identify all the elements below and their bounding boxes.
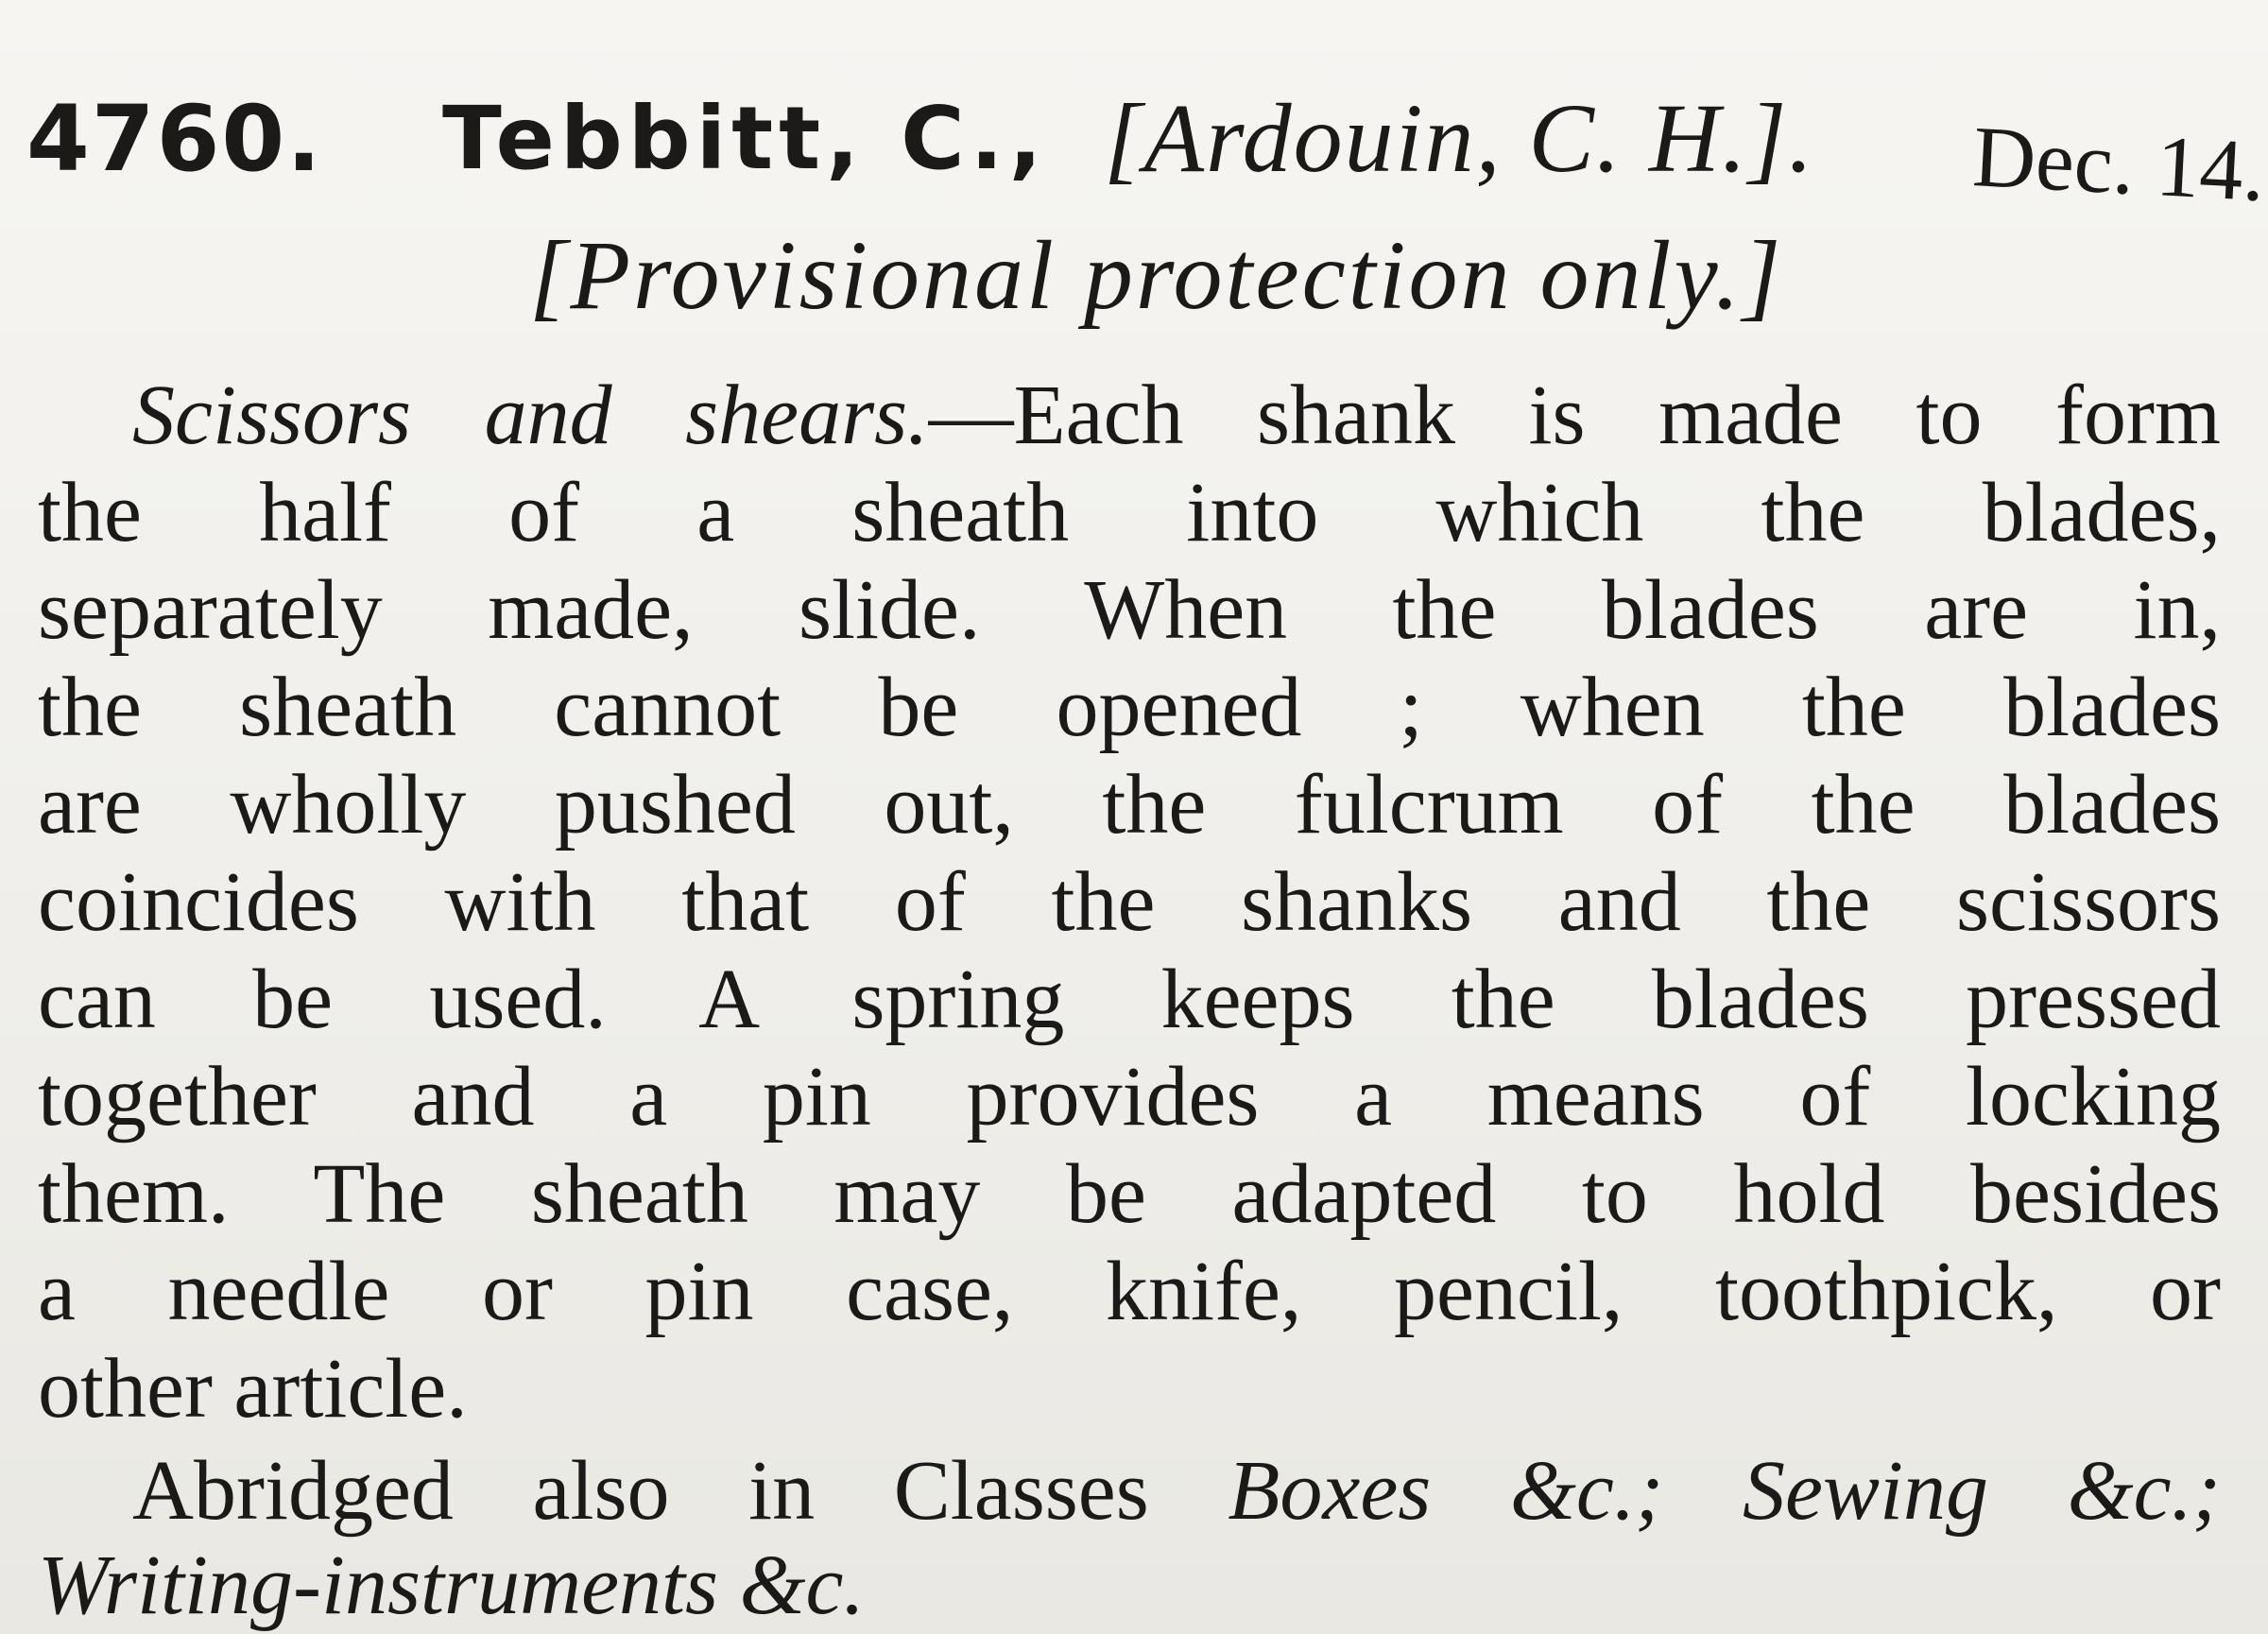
abridged-class-boxes: Boxes &c.; <box>1228 1444 1664 1538</box>
abstract-body <box>38 367 2221 1437</box>
abridged-prefix: Abridged also in Classes <box>132 1444 1149 1538</box>
body-line: the sheath cannot be opened ; when the blades <box>38 661 2221 754</box>
body-line: together and a pin provides a means of locking <box>38 1050 2221 1144</box>
abstract-first-line: —Each shank is made to form <box>928 369 2221 462</box>
body-line-1 <box>38 367 2221 464</box>
agent-name: [Ardouin, C. H.]. <box>1104 84 1815 193</box>
body-line: the half of a sheath into which the blades, <box>38 466 2221 559</box>
applicant-name: Tebbitt, C., <box>442 88 1048 189</box>
body-line: a needle or pin case, knife, pencil, toothpick, or <box>38 1245 2221 1338</box>
entry-date: Dec. 14. <box>1970 108 2268 220</box>
body-line: are wholly pushed out, the fulcrum of the blades <box>38 758 2221 851</box>
body-line: can be used. A spring keeps the blades pressed <box>38 953 2221 1046</box>
abstract-title: Scissors and shears. <box>132 369 929 462</box>
abridged-line-1 <box>38 1444 2221 1539</box>
abridged-class-writing: Writing-instruments &c. <box>38 1539 865 1632</box>
body-line: other article. <box>38 1342 468 1436</box>
abridged-class-sewing: Sewing &c.; <box>1742 1444 2221 1538</box>
abridged-note <box>38 1444 2221 1633</box>
entry-number: 4760. <box>26 86 323 192</box>
body-line: separately made, slide. When the blades are in, <box>38 563 2221 657</box>
body-line: coincides with that of the shanks and the scissors <box>38 855 2221 949</box>
entry-heading <box>26 84 2268 220</box>
body-line: them. The sheath may be adapted to hold besides <box>38 1147 2221 1241</box>
provisional-note: [Provisional protection only.] <box>529 221 1784 330</box>
